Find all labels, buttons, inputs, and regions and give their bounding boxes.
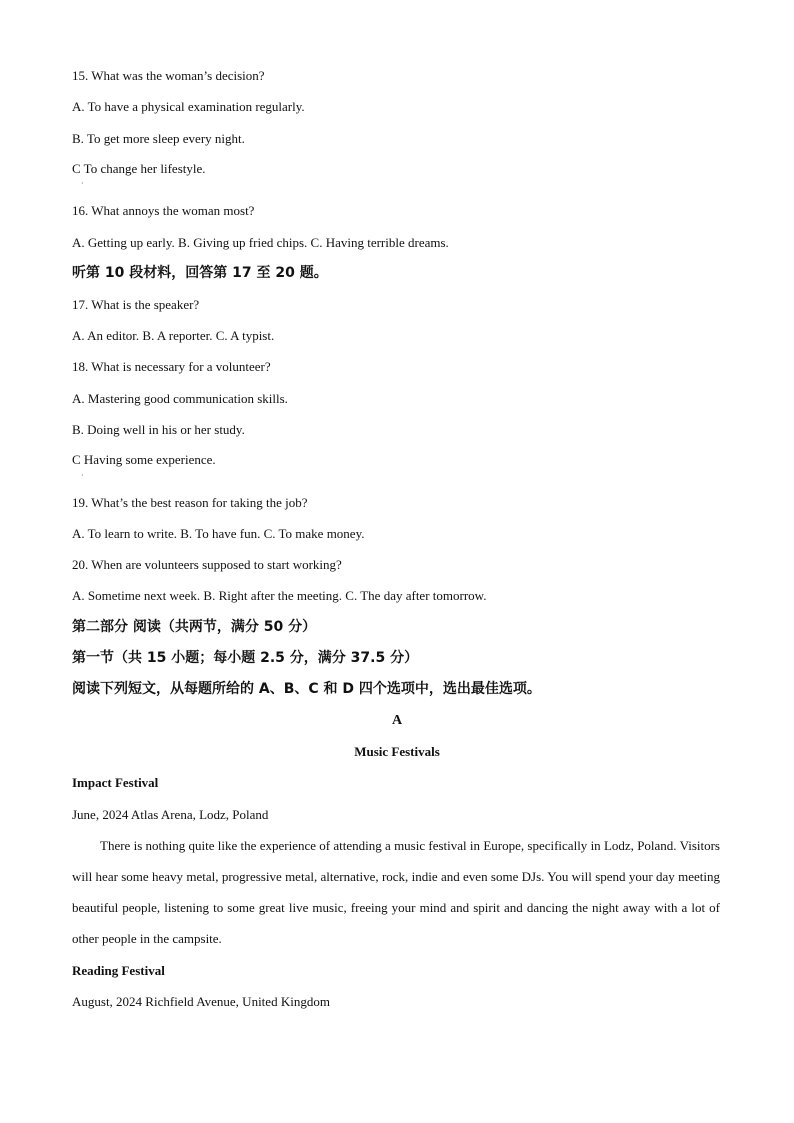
question-16: 16. What annoys the woman most? <box>72 203 255 218</box>
passage-letter: A <box>391 713 403 728</box>
question-20-options: A. Sometime next week. B. Right after the meeting. C. The day after tomorrow. <box>72 588 487 603</box>
dot-mark: · <box>81 471 84 480</box>
question-16-options: A. Getting up early. B. Giving up fried chips. C. Having terrible dreams. <box>72 235 449 250</box>
question-19-options: A. To learn to write. B. To have fun. C. To make money. <box>72 526 365 541</box>
question-17: 17. What is the speaker? <box>72 297 200 312</box>
question-15-option-c: C To change her lifestyle. <box>72 161 206 176</box>
festival-2-info: August, 2024 Richfield Avenue, United Kingdom <box>72 994 330 1009</box>
section-10-heading: 听第 10 段材料，回答第 17 至 20 题。 <box>72 265 328 281</box>
question-18-option-b: B. Doing well in his or her study. <box>72 422 245 437</box>
festival-1-info: June, 2024 Atlas Arena, Lodz, Poland <box>72 807 269 822</box>
festival-1-name: Impact Festival <box>72 775 159 790</box>
dot-mark: · <box>81 179 84 188</box>
festival-1-text: There is nothing quite like the experience of attending a music festival in Europe, specifically in Lodz, Poland. Visitors will hear some heavy metal, progressive metal, alternative, rock, indie and even some DJs. You will spend your day meeting beautiful people, listening to some great live music, freeing your mind and spirit and dancing the night away with a lot of other people in the campsite. <box>72 838 720 946</box>
reading-instructions: 阅读下列短文，从每题所给的 A、B、C 和 D 四个选项中，选出最佳选项。 <box>72 681 541 697</box>
question-15-option-a: A. To have a physical examination regularly. <box>72 99 305 114</box>
question-19: 19. What’s the best reason for taking the job? <box>72 495 308 510</box>
question-20: 20. When are volunteers supposed to start working? <box>72 557 342 572</box>
section-1-heading: 第一节（共 15 小题；每小题 2.5 分，满分 37.5 分） <box>72 650 419 666</box>
question-15: 15. What was the woman’s decision? <box>72 68 265 83</box>
part-2-heading: 第二部分 阅读（共两节，满分 50 分） <box>72 619 317 635</box>
question-18: 18. What is necessary for a volunteer? <box>72 359 271 374</box>
passage-title: Music Festivals <box>354 744 440 759</box>
festival-2-name: Reading Festival <box>72 963 165 978</box>
question-17-options: A. An editor. B. A reporter. C. A typist. <box>72 328 275 343</box>
question-15-option-b: B. To get more sleep every night. <box>72 131 245 146</box>
question-18-option-c: C Having some experience. <box>72 452 216 467</box>
question-18-option-a: A. Mastering good communication skills. <box>72 391 288 406</box>
festival-1-paragraph <box>72 830 720 954</box>
